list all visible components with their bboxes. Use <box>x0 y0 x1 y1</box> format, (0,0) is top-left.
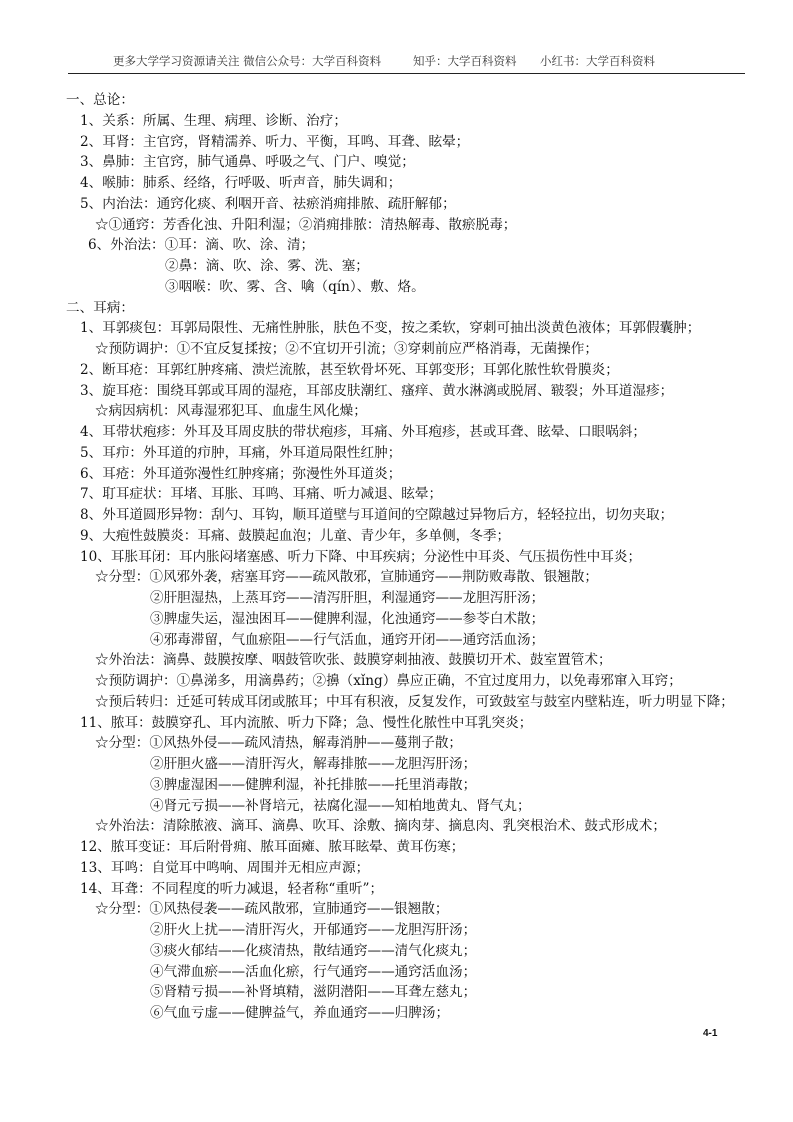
header-xiaohongshu: 小红书：大学百科资料 <box>540 54 655 68</box>
text-line: ☆预后转归：迁延可转成耳闭或脓耳；中耳有积液，反复发作，可致鼓室与鼓室内壁粘连，听力明显下降； <box>95 693 734 710</box>
text-line: 3、旋耳疮：围绕耳郭或耳周的湿疮，耳部皮肤潮红、瘙痒、黄水淋漓或脱屑、皲裂；外耳道湿疹； <box>80 382 674 399</box>
text-line: 6、耳疮：外耳道弥漫性红肿疼痛；弥漫性外耳道炎； <box>80 465 402 482</box>
text-line: 5、耳疖：外耳道的疖肿，耳痛，外耳道局限性红肿； <box>80 444 402 461</box>
text-line: 12、脓耳变证：耳后附骨痈、脓耳面瘫、脓耳眩晕、黄耳伤寒； <box>80 839 465 855</box>
text-line: ②肝胆湿热，上蒸耳窍——清泻肝胆，利湿通窍——龙胆泻肝汤； <box>150 590 545 606</box>
text-line: ⑤肾精亏损——补肾填精，滋阴潜阳——耳聋左慈丸； <box>150 984 477 1001</box>
text-line: ③脾虚湿困——健脾利湿，补托排脓——托里消毒散； <box>150 776 477 793</box>
text-line: 10、耳胀耳闭：耳内胀闷堵塞感、听力下降、中耳疾病；分泌性中耳炎、气压损伤性中耳炎； <box>80 548 642 565</box>
text-line: 2、耳肾：主官窍，肾精濡养、听力、平衡，耳鸣、耳聋、眩晕； <box>80 133 470 150</box>
text-line: 1、耳郭痰包：耳郭局限性、无痛性肿胀，肤色不变，按之柔软，穿刺可抽出淡黄色液体；耳郭假囊肿； <box>80 320 701 337</box>
text-line: 一、总论： <box>66 92 134 108</box>
page-number: 4-1 <box>703 1028 718 1039</box>
text-line: 3、鼻肺：主官窍，肺气通鼻、呼吸之气、门户、嗅觉； <box>80 154 415 171</box>
text-line: ☆①通窍：芳香化浊、升阳利湿；②消痈排脓：清热解毒、散瘀脱毒； <box>95 216 517 233</box>
text-line: ☆分型：①风热侵袭——疏风散邪，宣肺通窍——银翘散； <box>95 901 449 918</box>
text-line: 4、喉肺：肺系、经络，行呼吸、听声音，肺失调和； <box>80 175 402 191</box>
text-line: 2、断耳疮：耳郭红肿疼痛、溃烂流脓，甚至软骨坏死、耳郭变形；耳郭化脓性软骨膜炎； <box>80 361 619 378</box>
text-line: 二、耳病： <box>66 299 134 316</box>
text-line: ③咽喉：吹、雾、含、噙（qín）、敷、烙。 <box>165 278 425 295</box>
header-promo: 更多大学学习资源请关注 微信公众号：大学百科资料 <box>113 54 382 68</box>
text-line: ☆预防调护：①鼻涕多，用滴鼻药；②擤（xǐng）鼻应正确，不宜过度用力，以免毒邪窜入耳窍； <box>95 673 682 689</box>
text-line: 1、关系：所属、生理、病理、诊断、治疗； <box>80 112 347 129</box>
text-line: ☆分型：①风热外侵——疏风清热，解毒消肿——蔓荆子散； <box>95 735 463 752</box>
text-line: ③痰火郁结——化痰清热，散结通窍——清气化痰丸； <box>150 942 477 959</box>
text-line: 5、内治法：通窍化痰、利咽开音、祛瘀消痈排脓、疏肝解郁； <box>80 195 456 212</box>
text-line: 8、外耳道圆形异物：刮勺、耳钩，顺耳道壁与耳道间的空隙越过异物后方，轻轻拉出，切勿夹取； <box>80 507 674 523</box>
text-line: 11、脓耳：鼓膜穿孔、耳内流脓、听力下降；急、慢性化脓性中耳乳突炎； <box>80 714 533 731</box>
header-zhihu: 知乎：大学百科资料 <box>413 54 517 68</box>
text-line: ☆病因病机：风毒湿邪犯耳、血虚生风化燥； <box>95 403 367 420</box>
text-line: ☆外治法：清除脓液、滴耳、滴鼻、吹耳、涂敷、摘肉芽、摘息肉、乳突根治术、鼓式形成术； <box>95 818 666 835</box>
text-line: 9、大疱性鼓膜炎：耳痛、鼓膜起血泡；儿童、青少年，多单侧，冬季； <box>80 527 511 544</box>
text-line: 6、外治法：①耳：滴、吹、涂、清； <box>88 237 315 254</box>
text-line: 4、耳带状疱疹：外耳及耳周皮肤的带状疱疹，耳痛、外耳疱疹，甚或耳聋、眩晕、口眼㖞斜； <box>80 424 646 440</box>
text-line: ④肾元亏损——补肾培元，祛腐化湿——知柏地黄丸、肾气丸； <box>150 797 531 814</box>
text-line: 7、耵耳症状：耳堵、耳胀、耳鸣、耳痛、听力减退、眩晕； <box>80 486 443 503</box>
text-line: ☆外治法：滴鼻、鼓膜按摩、咽鼓管吹张、鼓膜穿刺抽液、鼓膜切开术、鼓室置管术； <box>95 652 612 669</box>
text-line: ④气滞血瘀——活血化瘀，行气通窍——通窍活血汤； <box>150 963 477 980</box>
text-line: ②肝火上扰——清肝泻火，开郁通窍——龙胆泻肝汤； <box>150 922 477 938</box>
text-line: ②肝胆火盛——清肝泻火，解毒排脓——龙胆泻肝汤； <box>150 756 477 772</box>
text-line: ☆分型：①风邪外袭，痞塞耳窍——疏风散邪，宣肺通窍——荆防败毒散、银翘散； <box>95 569 598 586</box>
text-line: 14、耳聋：不同程度的听力减退，轻者称“重听”； <box>80 880 384 897</box>
text-line: ④邪毒滞留，气血瘀阻——行气活血，通窍开闭——通窍活血汤； <box>150 631 545 648</box>
page-header <box>68 51 745 74</box>
text-line: ③脾虚失运，湿浊困耳——健脾利湿，化浊通窍——参苓白术散； <box>150 610 545 627</box>
text-line: 13、耳鸣：自觉耳中鸣响、周围并无相应声源； <box>80 859 370 876</box>
text-line: ☆预防调护：①不宜反复揉按；②不宜切开引流；③穿刺前应严格消毒，无菌操作； <box>95 341 598 357</box>
text-line: ⑥气血亏虚——健脾益气，养血通窍——归脾汤； <box>150 1005 450 1021</box>
text-line: ②鼻：滴、吹、涂、雾、洗、塞； <box>165 258 369 274</box>
